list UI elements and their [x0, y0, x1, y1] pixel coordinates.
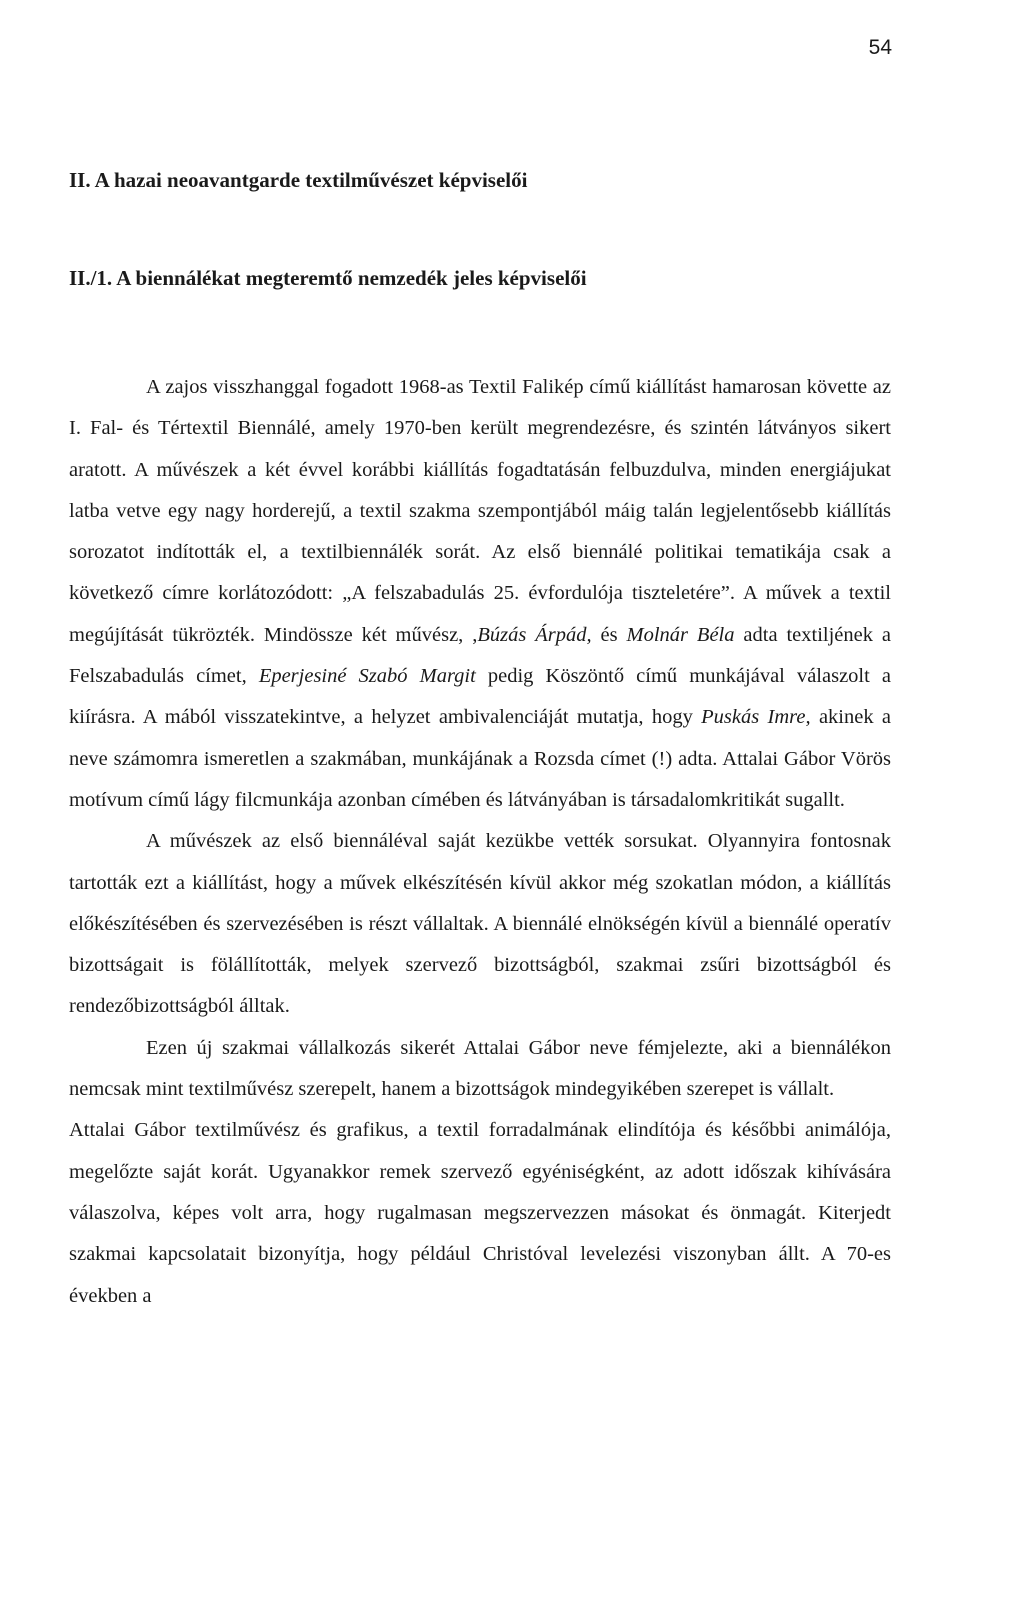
body-text [69, 367, 891, 1317]
paragraph-1-text-a: A zajos visszhanggal fogadott 1968-as Textil Falikép című kiállítást hamarosan követte az I. Fal- és Tértextil Biennálé, amely 1970-ben került megrendezésre, és szintén látványos sikert aratott. A művészek a két évvel korábbi kiállítás fogadtatásán felbuzdulva, minden energiájukat latba vetve egy nagy horderejű, a textil szakma szempontjából máig talán legjelentősebb kiállítás sorozatot indították el, a textilbiennálék sorát. Az első biennálé politikai tematikája csak a következő címre korlátozódott: „A felszabadulás 25. évfordulója tiszteletére”. A művek a textil megújítását tükrözték. Mindössze két művész, , [69, 376, 891, 646]
paragraph-1-text-e: akinek a neve számomra ismeretlen a szakmában, munkájának a Rozsda címet (!) adta. Attalai Gábor Vörös motívum című lágy filcmunkája azonban címében és látványában is társadalomkritikát sugallt. [69, 706, 891, 811]
artist-name-buzas: Búzás Árpád, [477, 623, 592, 646]
artist-name-puskas: Puskás Imre, [701, 706, 811, 729]
paragraph-2: A művészek az első biennáléval saját kezükbe vették sorsukat. Olyannyira fontosnak tartották ezt a kiállítást, hogy a művek elkészítésén kívül akkor még szokatlan módon, a kiállítás előkészítésében és szervezésében is részt vállaltak. A biennálé elnökségén kívül a biennálé operatív bizottságait is fölállították, melyek szervező bizottságból, szakmai zsűri bizottságból és rendezőbizottságból álltak. [69, 830, 891, 1018]
paragraph-1 [69, 367, 891, 821]
paragraph-1-text-c: adta textiljének a Felszabadulás címet, [69, 623, 891, 688]
artist-name-eperjesine: Eperjesiné Szabó Margit [258, 665, 476, 688]
paragraph-4: Attalai Gábor textilművész és grafikus, a textil forradalmának elindítója és későbbi animálója, megelőzte saját korát. Ugyanakkor remek szervező egyéniségként, az adott időszak kihívására válaszolva, képes volt arra, hogy rugalmasan megszervezzen másokat és önmagát. Kiterjedt szakmai kapcsolatait bizonyítja, hogy például Christóval levelezési viszonyban állt. A 70-es években a [69, 1119, 891, 1307]
paragraph-1-text-b: és [591, 623, 627, 646]
chapter-heading: II. A hazai neoavantgarde textilművészet képviselői [69, 168, 528, 192]
artist-name-molnar: Molnár Béla [626, 623, 735, 646]
section-heading: II./1. A biennálékat megteremtő nemzedék jeles képviselői [69, 266, 587, 290]
paragraph-3: Ezen új szakmai vállalkozás sikerét Attalai Gábor neve fémjelezte, aki a biennálékon nemcsak mint textilművész szerepelt, hanem a bizottságok mindegyikében szerepet is vállalt. [69, 1036, 891, 1101]
paragraph-1-text-d: pedig Köszöntő című munkájával válaszolt a kiírásra. A mából visszatekintve, a helyzet ambivalenciáját mutatja, hogy [69, 665, 891, 729]
page-number: 54 [868, 36, 892, 59]
